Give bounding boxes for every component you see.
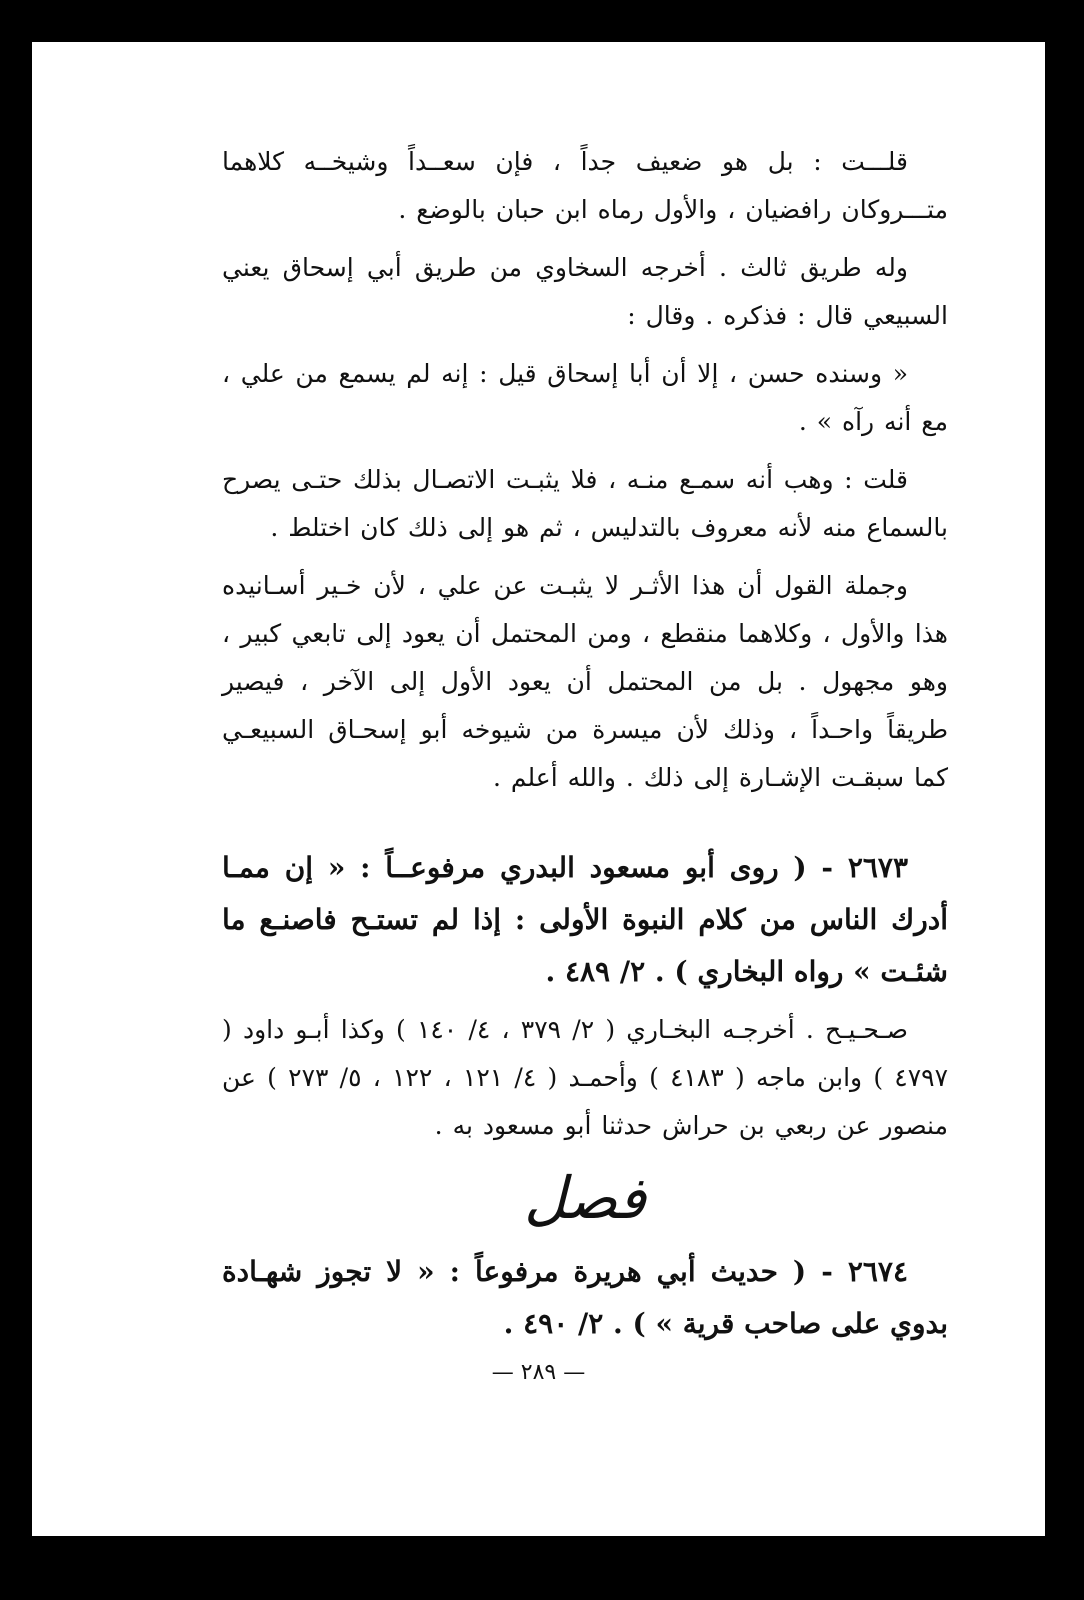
paragraph-weakness-note: قلـــت : بل هو ضعيف جداً ، فإن سعــداً وشيخــه كلاهما متـــروكان رافضيان ، والأول رماه ابن حبان بالوضع . <box>222 147 948 224</box>
hadith-2673-commentary: صـحـيـح . أخرجـه البخـاري ( ٢/ ٣٧٩ ، ٤/ ١٤٠ ) وكذا أبـو داود ( ٤٧٩٧ ) وابن ماجه ( ٤١٨٣ ) وأحمـد ( ٤/ ١٢١ ، ١٢٢ ، ٥/ ٢٧٣ ) عن منصور عن ربعي بن حراش حدثنا أبو مسعود به . <box>222 1015 949 1140</box>
paragraph-third-route: وله طريق ثالث . أخرجه السخاوي من طريق أبي إسحاق يعني السبيعي قال : فذكره . وقال : <box>222 253 948 330</box>
paragraph-conclusion: وجملة القول أن هذا الأثـر لا يثبـت عن علي ، لأن خـير أسـانيده هذا والأول ، وكلاهما منقطع ، ومن المحتمل أن يعود إلى تابعي كبير ، وهو مجهول . بل من المحتمل أن يعود الأول إلى الآخر ، فيصير طريقاً واحـداً ، وذلك لأن ميسرة من شيوخه أبو إسحـاق السبيعـي كما سبقـت الإشـارة إلى ذلك . والله أعلم . <box>222 571 948 792</box>
book-page <box>32 42 1045 1536</box>
paragraph-quoted-isnad: « وسنده حسن ، إلا أن أبا إسحاق قيل : إنه لم يسمع من علي ، مع أنه رآه » . <box>222 359 948 436</box>
hadith-2673-text: ٢٦٧٣ - ( روى أبو مسعود البدري مرفوعــاً : « إن ممـا أدرك الناس من كلام النبوة الأولى : إذا لم تستـح فاصنـع ما شئـت » رواه البخاري ) . ٢/ ٤٨٩ . <box>222 851 948 988</box>
page-content <box>222 138 948 1358</box>
hadith-2674-text: ٢٦٧٤ - ( حديث أبي هريرة مرفوعاً : « لا تجوز شهـادة بدوي على صاحب قرية » ) . ٢/ ٤٩٠ . <box>222 1255 948 1340</box>
spacer <box>222 812 948 842</box>
paragraph-tadlis-note: قلت : وهب أنه سمـع منـه ، فلا يثبـت الاتصـال بذلك حتـى يصرح بالسماع منه لأنه معروف بالتدليس ، ثم هو إلى ذلك كان اختلط . <box>222 465 948 542</box>
page-number: — ٢٨٩ — <box>491 1360 586 1385</box>
section-heading: فصل <box>524 1164 646 1232</box>
